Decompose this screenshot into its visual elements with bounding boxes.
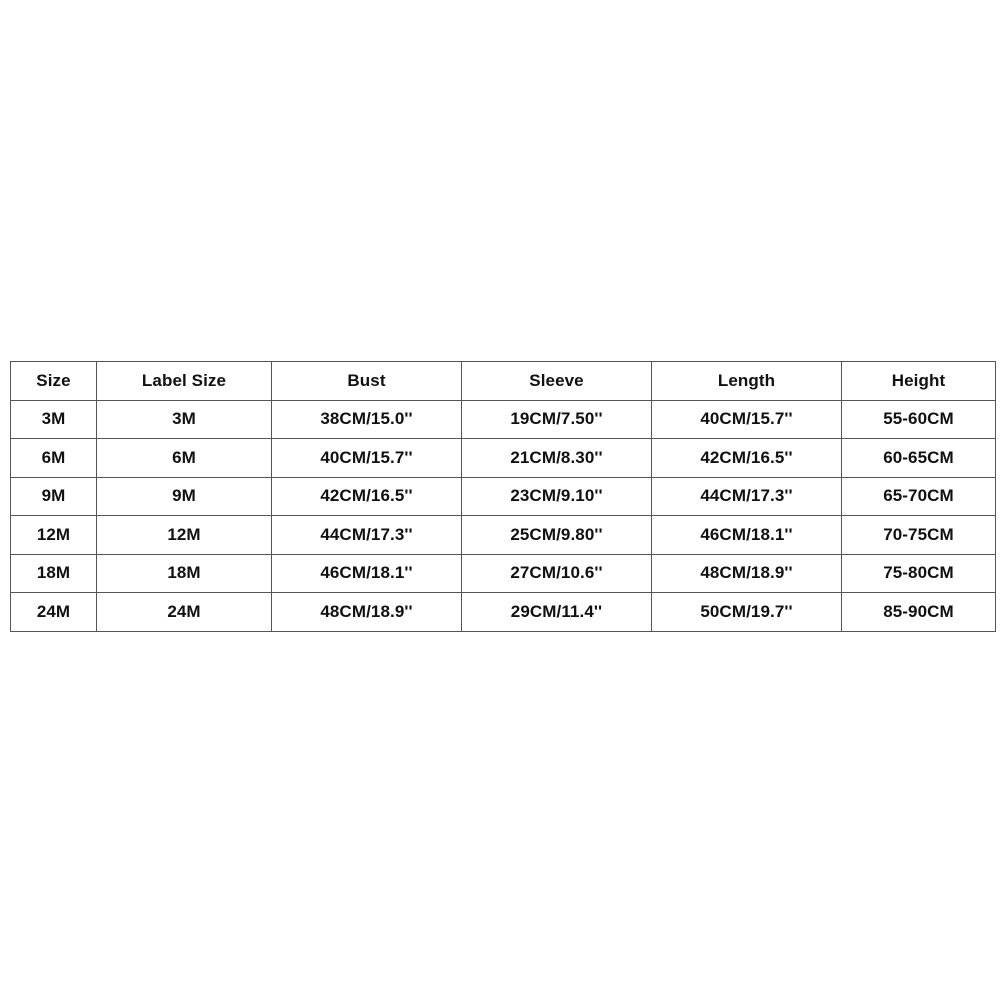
cell-length: 48CM/18.9'' (652, 554, 842, 593)
cell-height: 70-75CM (842, 516, 996, 555)
cell-label-size: 12M (97, 516, 272, 555)
cell-bust: 44CM/17.3'' (272, 516, 462, 555)
cell-label-size: 24M (97, 593, 272, 632)
cell-label-size: 3M (97, 400, 272, 439)
table-row (11, 554, 996, 593)
table-row (11, 400, 996, 439)
cell-size: 12M (11, 516, 97, 555)
cell-size: 3M (11, 400, 97, 439)
cell-sleeve: 25CM/9.80'' (462, 516, 652, 555)
cell-sleeve: 29CM/11.4'' (462, 593, 652, 632)
header-bust: Bust (272, 362, 462, 401)
cell-bust: 42CM/16.5'' (272, 477, 462, 516)
cell-label-size: 9M (97, 477, 272, 516)
cell-sleeve: 23CM/9.10'' (462, 477, 652, 516)
table-row (11, 516, 996, 555)
cell-size: 18M (11, 554, 97, 593)
cell-sleeve: 27CM/10.6'' (462, 554, 652, 593)
cell-length: 50CM/19.7'' (652, 593, 842, 632)
cell-size: 9M (11, 477, 97, 516)
cell-height: 60-65CM (842, 439, 996, 478)
cell-bust: 40CM/15.7'' (272, 439, 462, 478)
header-label-size: Label Size (97, 362, 272, 401)
cell-bust: 46CM/18.1'' (272, 554, 462, 593)
cell-sleeve: 19CM/7.50'' (462, 400, 652, 439)
cell-length: 46CM/18.1'' (652, 516, 842, 555)
cell-height: 85-90CM (842, 593, 996, 632)
cell-height: 75-80CM (842, 554, 996, 593)
cell-height: 65-70CM (842, 477, 996, 516)
header-row (11, 362, 996, 401)
header-size: Size (11, 362, 97, 401)
cell-height: 55-60CM (842, 400, 996, 439)
cell-label-size: 6M (97, 439, 272, 478)
cell-label-size: 18M (97, 554, 272, 593)
cell-bust: 38CM/15.0'' (272, 400, 462, 439)
cell-bust: 48CM/18.9'' (272, 593, 462, 632)
header-sleeve: Sleeve (462, 362, 652, 401)
cell-sleeve: 21CM/8.30'' (462, 439, 652, 478)
size-chart-header (11, 362, 996, 401)
cell-length: 44CM/17.3'' (652, 477, 842, 516)
cell-size: 6M (11, 439, 97, 478)
table-row (11, 593, 996, 632)
cell-length: 42CM/16.5'' (652, 439, 842, 478)
header-length: Length (652, 362, 842, 401)
table-row (11, 439, 996, 478)
cell-length: 40CM/15.7'' (652, 400, 842, 439)
cell-size: 24M (11, 593, 97, 632)
size-chart-body (11, 400, 996, 631)
table-row (11, 477, 996, 516)
size-chart-table (10, 361, 996, 632)
header-height: Height (842, 362, 996, 401)
